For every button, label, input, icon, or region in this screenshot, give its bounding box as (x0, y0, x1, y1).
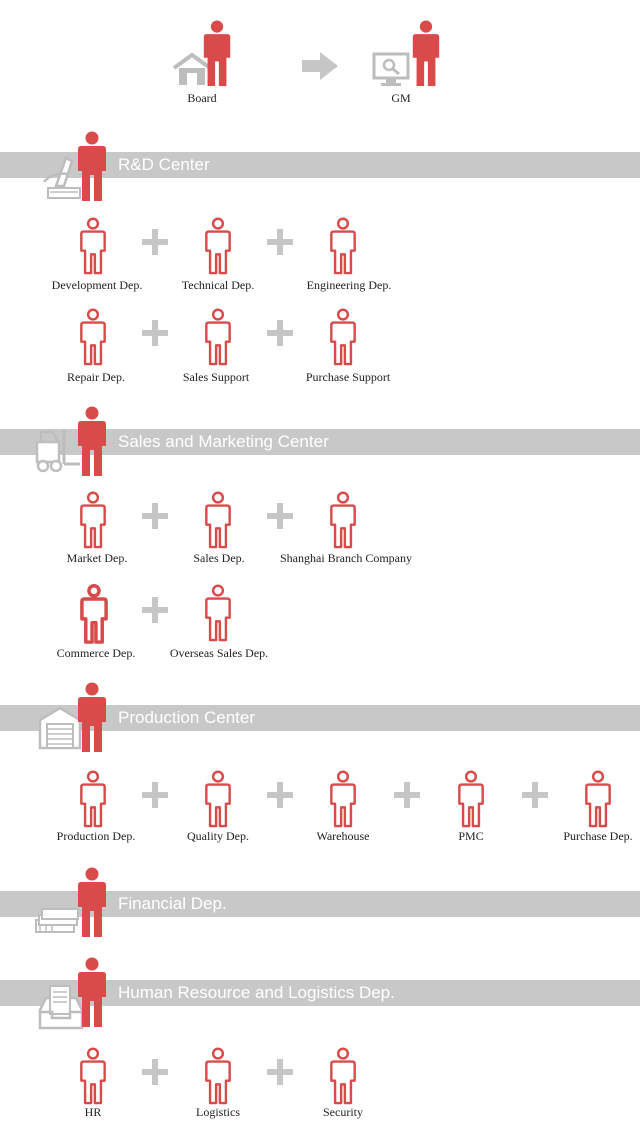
plus-icon (394, 782, 420, 808)
money-stack-icon (34, 906, 80, 934)
section-title: Production Center (118, 708, 256, 727)
dept-person-icon (204, 1047, 232, 1105)
section-title: Financial Dep. (118, 894, 227, 913)
section-head-person-icon (77, 866, 107, 938)
board-label: Board (187, 91, 217, 105)
plus-icon (267, 782, 293, 808)
dept-person-icon (79, 770, 107, 828)
dept-label: Logistics (196, 1105, 240, 1119)
dept-label: Development Dep. (51, 278, 143, 292)
gm-label: GM (391, 91, 411, 105)
dept-label: Engineering Dep. (306, 278, 392, 292)
gm-person-icon (411, 20, 441, 86)
dept-person-icon (584, 770, 612, 828)
dept-label: Purchase Support (305, 370, 391, 384)
dept-person-icon (204, 770, 232, 828)
plus-icon (142, 782, 168, 808)
plus-icon (142, 320, 168, 346)
dept-person-icon (329, 308, 357, 366)
dept-person-icon (79, 491, 107, 549)
dept-person-icon (329, 217, 357, 275)
section-title: R&D Center (118, 155, 210, 174)
dept-label: Sales Support (182, 370, 250, 384)
arrow-right-icon (302, 52, 338, 80)
plus-icon (267, 1059, 293, 1085)
dept-person-icon (79, 584, 109, 644)
dept-label: Overseas Sales Dep. (169, 646, 269, 660)
board-person-icon (202, 20, 232, 86)
section-head-person-icon (77, 681, 107, 753)
dept-label: Sales Dep. (193, 551, 245, 565)
monitor-search-icon (372, 52, 412, 86)
dept-person-icon (329, 1047, 357, 1105)
dept-label: Repair Dep. (67, 370, 125, 384)
plus-icon (267, 503, 293, 529)
dept-person-icon (204, 308, 232, 366)
dept-label: HR (84, 1105, 102, 1119)
dept-person-icon (204, 584, 232, 642)
dept-person-icon (329, 770, 357, 828)
dept-person-icon (79, 1047, 107, 1105)
dept-label: PMC (458, 829, 484, 843)
dept-label: Technical Dep. (181, 278, 255, 292)
dept-person-icon (204, 491, 232, 549)
dept-label: Warehouse (316, 829, 370, 843)
dept-person-icon (204, 217, 232, 275)
plus-icon (142, 503, 168, 529)
dept-label: Shanghai Branch Company (280, 551, 412, 565)
dept-person-icon (79, 308, 107, 366)
dept-label: Quality Dep. (187, 829, 249, 843)
dept-label: Production Dep. (56, 829, 136, 843)
dept-person-icon (329, 491, 357, 549)
plus-icon (267, 229, 293, 255)
dept-label: Commerce Dep. (56, 646, 136, 660)
section-head-person-icon (77, 956, 107, 1028)
section-title: Sales and Marketing Center (118, 432, 329, 451)
section-head-person-icon (77, 405, 107, 477)
plus-icon (142, 229, 168, 255)
dept-label: Market Dep. (66, 551, 128, 565)
plus-icon (142, 1059, 168, 1085)
section-head-person-icon (77, 130, 107, 202)
plus-icon (522, 782, 548, 808)
factory-garage-icon (38, 706, 82, 750)
section-title: Human Resource and Logistics Dep. (118, 983, 395, 1002)
plus-icon (142, 597, 168, 623)
dept-person-icon (457, 770, 485, 828)
dept-label: Purchase Dep. (563, 829, 633, 843)
dept-person-icon (79, 217, 107, 275)
plus-icon (267, 320, 293, 346)
dept-label: Security (323, 1105, 363, 1119)
